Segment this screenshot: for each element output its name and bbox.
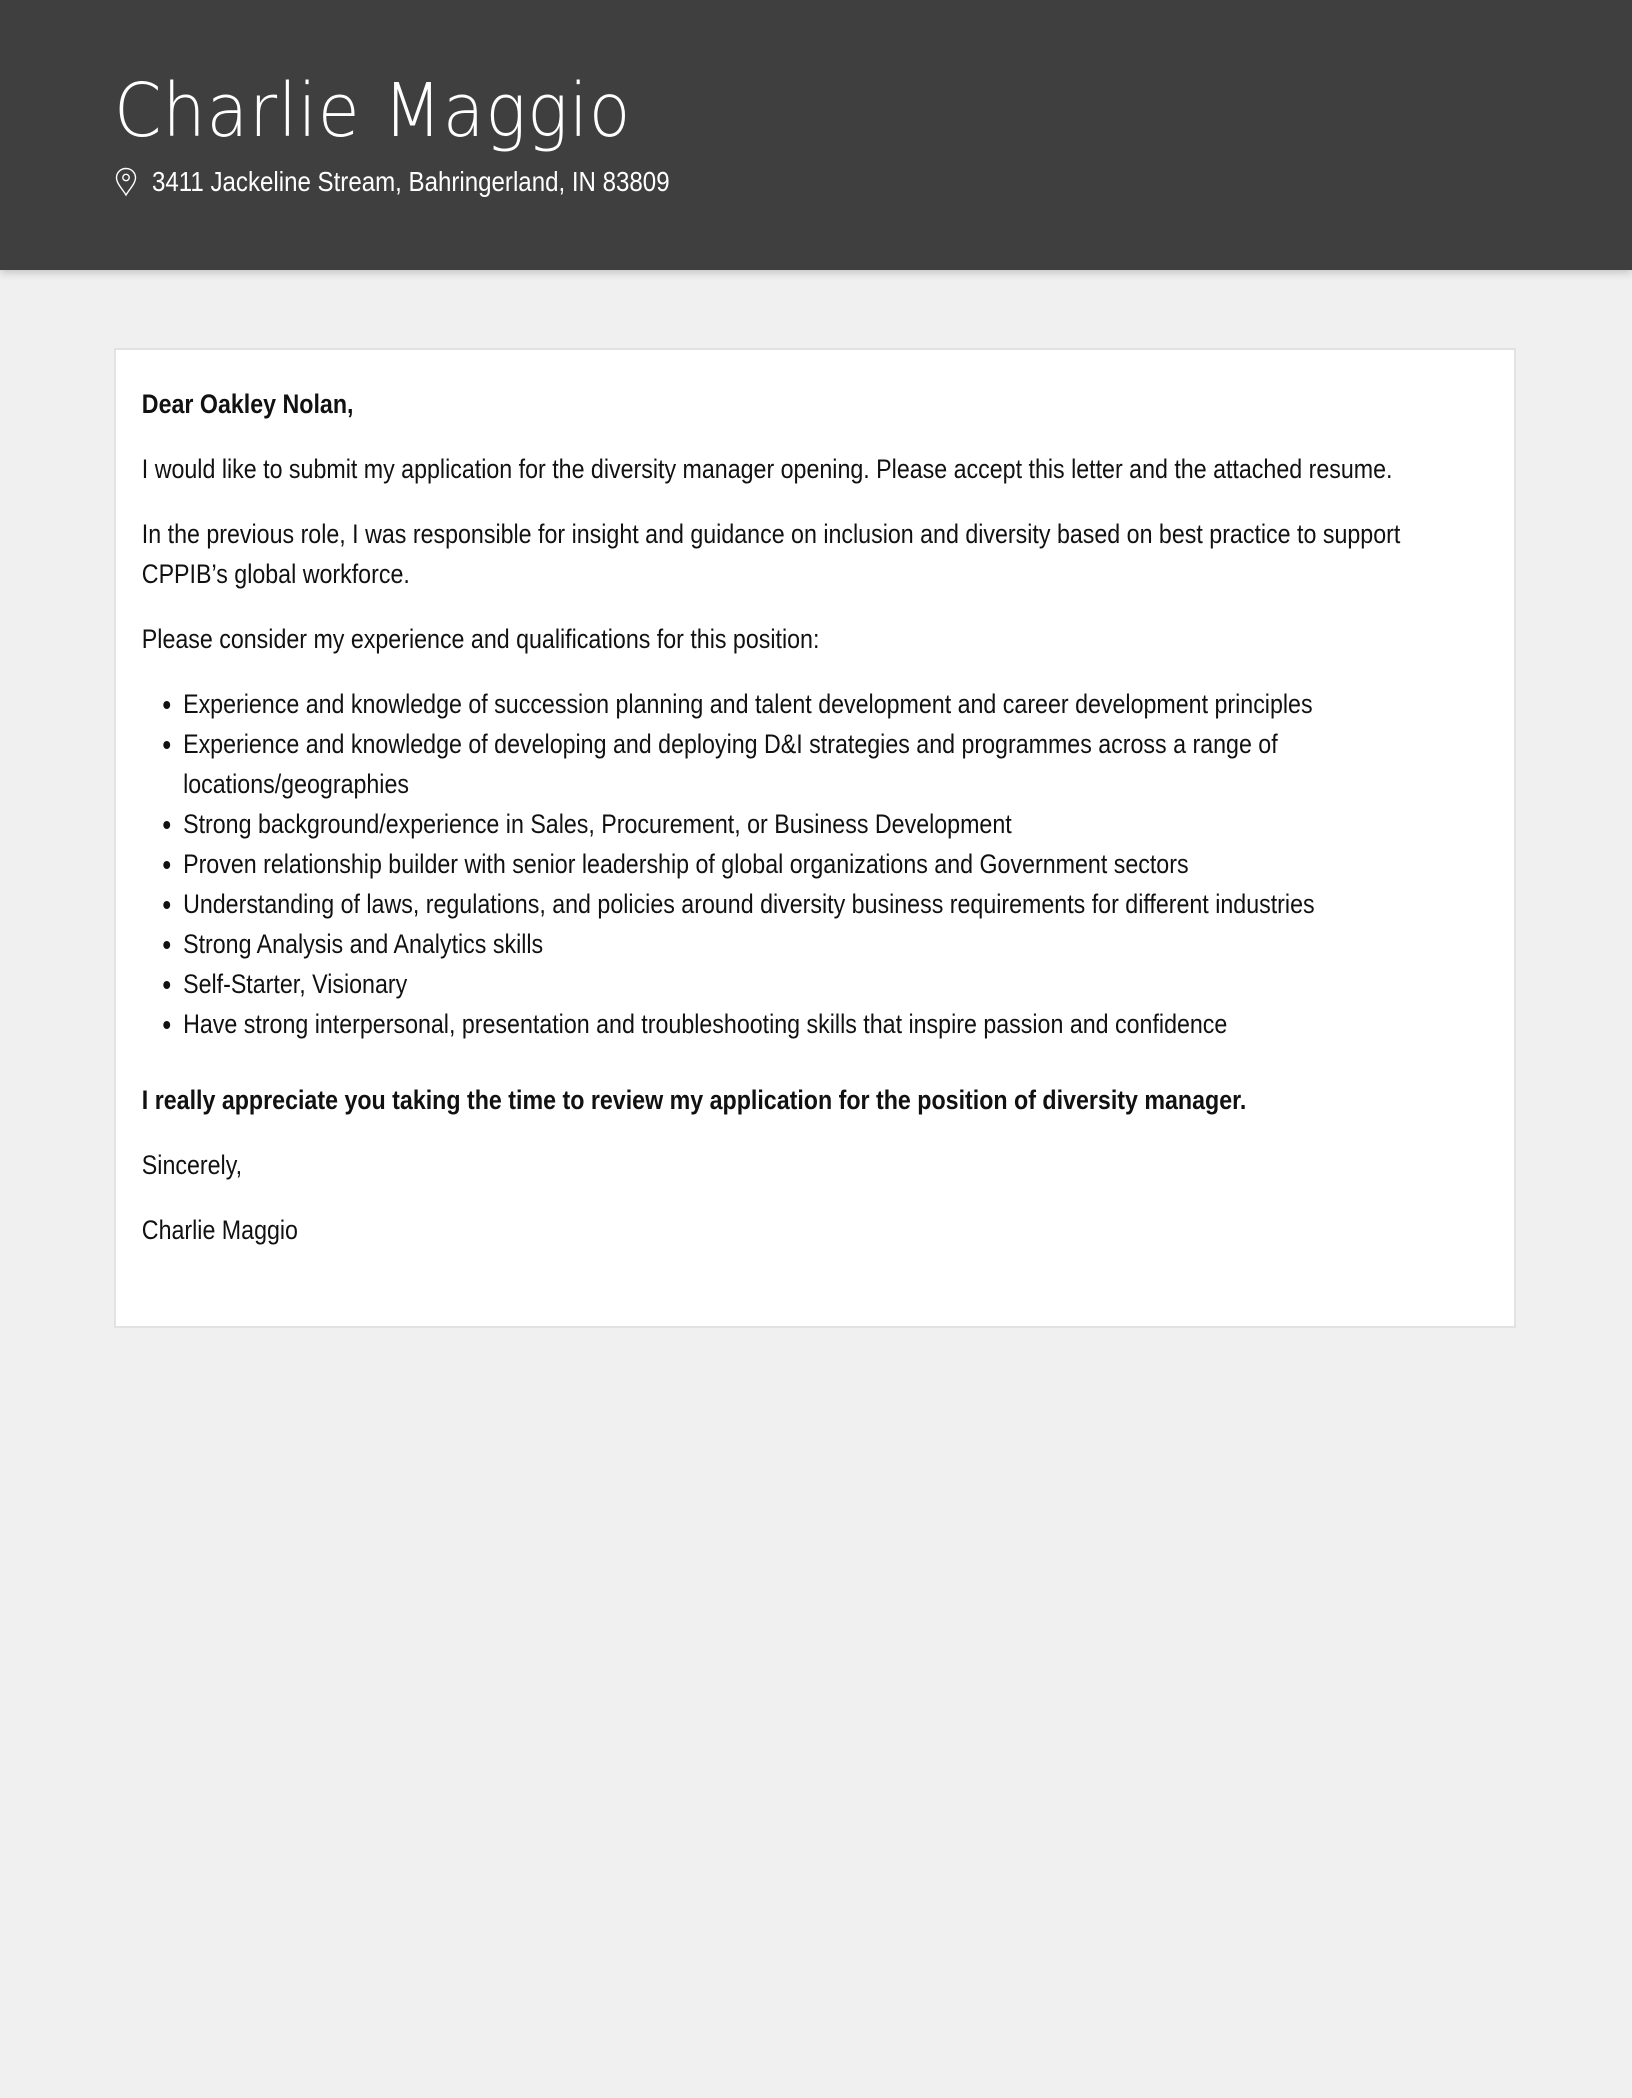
address-line xyxy=(114,166,754,198)
list-item: • Strong background/experience in Sales, Procurement, or Business Development xyxy=(183,804,1483,844)
address-text: 3411 Jackeline Stream, Bahringerland, IN 83809 xyxy=(152,166,670,197)
list-item: • Proven relationship builder with senior leadership of global organizations and Government sectors xyxy=(183,844,1483,884)
qualifications-intro: Please consider my experience and qualifications for this position: xyxy=(141,624,820,654)
valediction: Sincerely, xyxy=(141,1150,243,1180)
salutation: Dear Oakley Nolan, xyxy=(141,389,354,419)
qualifications-list xyxy=(142,684,1484,1044)
letter-body xyxy=(116,350,1509,1250)
list-item: • Experience and knowledge of succession planning and talent development and career development principles xyxy=(183,684,1483,724)
list-item: • Strong Analysis and Analytics skills xyxy=(183,924,1483,964)
intro-paragraph: I would like to submit my application for the diversity manager opening. Please accept this letter and the attached resume. xyxy=(141,454,1393,484)
cover-letter-card xyxy=(114,348,1516,1328)
list-item: • Have strong interpersonal, presentation and troubleshooting skills that inspire passion and confidence xyxy=(183,1004,1483,1044)
page-header xyxy=(0,0,1632,270)
map-pin-icon xyxy=(114,167,138,197)
list-item: • Understanding of laws, regulations, and policies around diversity business requirements for different industries xyxy=(183,884,1483,924)
experience-paragraph: In the previous role, I was responsible for insight and guidance on inclusion and diversity based on best practice to support CPPIB’s global workforce. xyxy=(141,519,1401,589)
signature: Charlie Maggio xyxy=(141,1215,298,1245)
closing-statement: I really appreciate you taking the time to review my application for the position of diversity manager. xyxy=(141,1085,1247,1115)
list-item: • Experience and knowledge of developing and deploying D&I strategies and programmes across a range of locations/geographies xyxy=(183,724,1483,804)
applicant-name: Charlie Maggio xyxy=(114,68,632,154)
list-item: • Self-Starter, Visionary xyxy=(183,964,1483,1004)
